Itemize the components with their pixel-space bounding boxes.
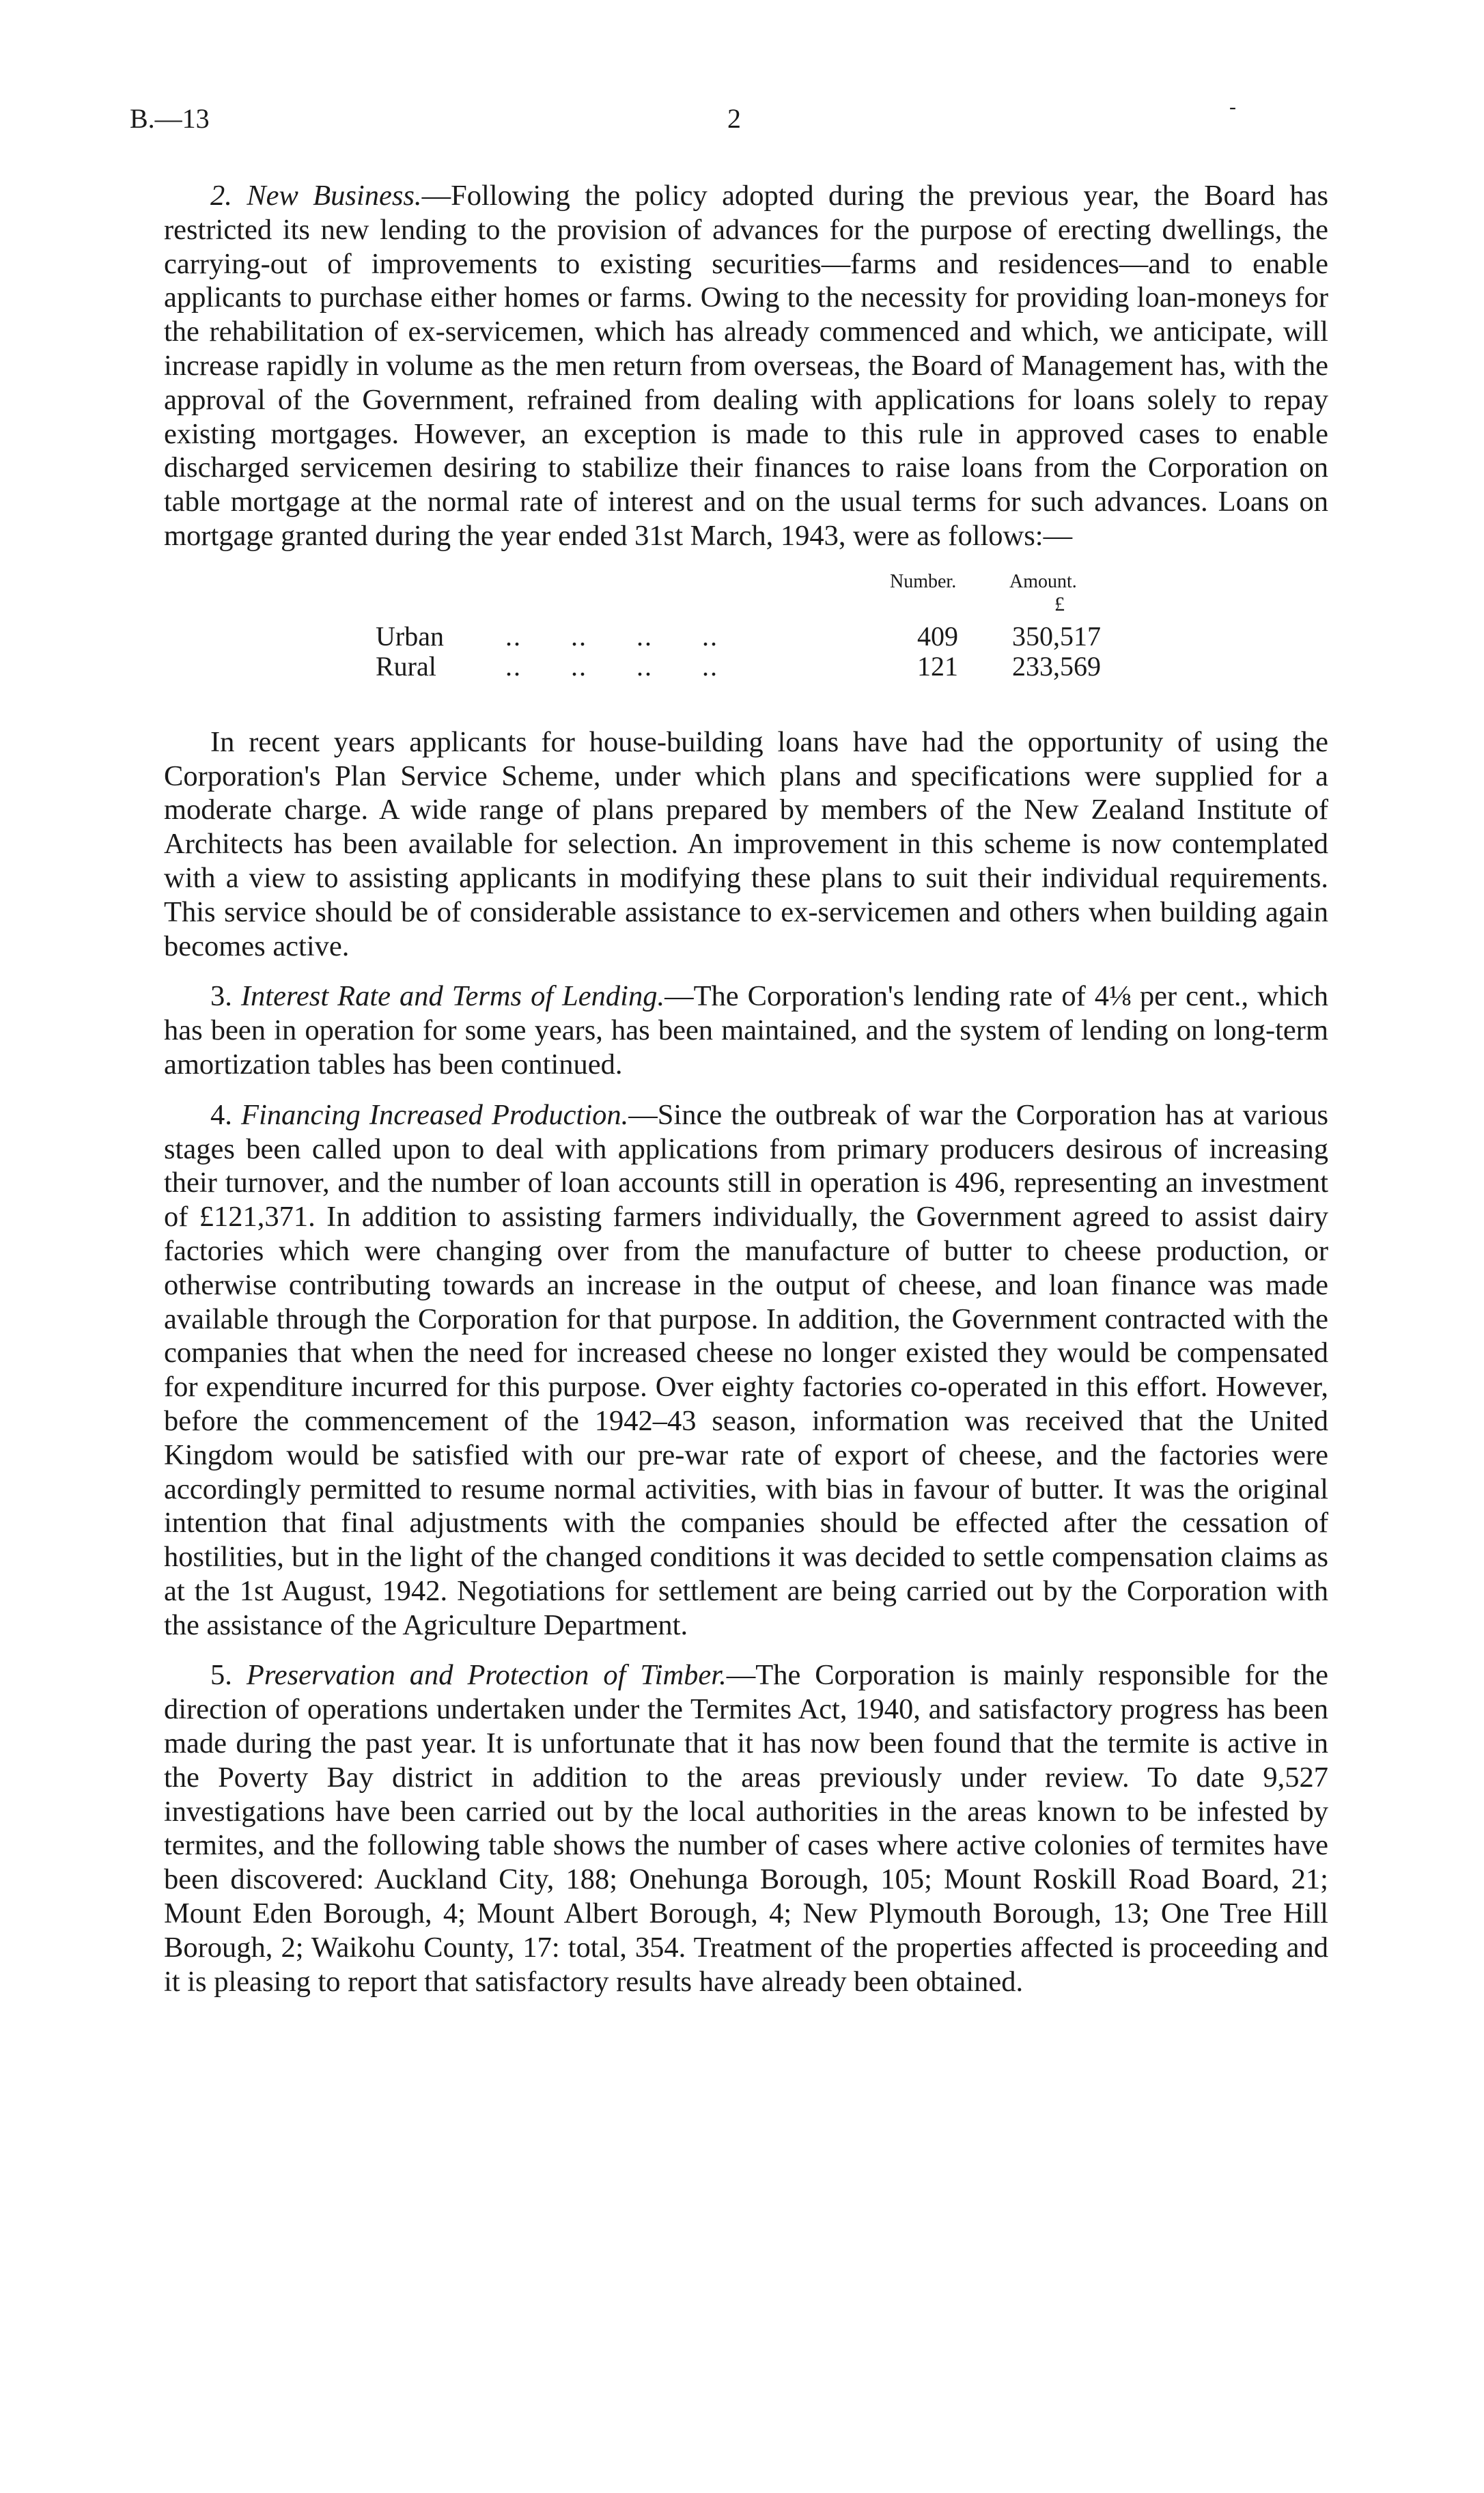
column-header-number: Number. (890, 570, 957, 592)
column-header-amount: Amount. (1009, 570, 1077, 592)
leader-dots: .. .. .. .. (505, 650, 718, 682)
section-plan-service (164, 725, 1328, 964)
page-number: 2 (727, 103, 741, 134)
section-timber-protection (164, 1658, 1328, 1998)
row-label: Rural (376, 650, 436, 682)
row-amount: 350,517 (1012, 620, 1101, 652)
section-text: In recent years applicants for house-building loans have had the opportunity of using the Corporation's Plan Service Scheme, under which plans and specifications were supplied for a moderate charge. A wide range of plans prepared by members of the New Zealand Institute of Architects has been available for selection. An improvement in this scheme is now contemplated with a view to assisting applicants in modifying these plans to suit their individual requirements. This service should be of considerable assistance to ex-servicemen and others when building again becomes active. (164, 725, 1328, 962)
row-number: 409 (917, 620, 958, 652)
section-number: 4. (210, 1098, 232, 1131)
row-number: 121 (917, 650, 958, 682)
loans-table (164, 566, 1328, 709)
corner-mark: - (1229, 96, 1236, 118)
section-text: —Since the outbreak of war the Corporation has at various stages been called upon to deal with applications from primary producers desirous of increasing their turnover, and the number of loan accounts still in operation is 496, representing an investment of £121,371. In addition to assisting farmers individually, the Government agreed to assist dairy factories which were changing over from the manufacture of butter to cheese production, or otherwise contributing towards an increase in the output of cheese, and loan finance was made available through the Corporation for that purpose. In addition, the Government contracted with the companies that when the need for increased cheese no longer existed they would be compensated for expenditure incurred for this purpose. Over eighty factories co-operated in this effort. However, before the commencement of the 1942–43 season, information was received that the United Kingdom would be satisfied with our pre-war rate of export of cheese, and the factories were accordingly permitted to resume normal activities, with bias in favour of butter. It was the original intention that final adjustments with the companies should be effected after the cessation of hostilities, but in the light of the changed conditions it was decided to settle compensation claims as at the 1st August, 1942. Negotiations for settlement are being carried out by the Corporation with the assistance of the Agriculture Department. (164, 1098, 1329, 1641)
section-interest-rate (164, 979, 1328, 1081)
page-header (130, 96, 1359, 143)
table-row (376, 620, 1263, 653)
section-new-business (164, 179, 1328, 553)
row-amount: 233,569 (1012, 650, 1101, 682)
section-text: —The Corporation's lending rate of 4⅛ per cent., which has been in operation for some years, has been maintained, and the system of lending on long-term amortization tables has been continued. (164, 980, 1329, 1081)
leader-dots: .. .. .. .. (505, 620, 718, 652)
amount-unit: £ (1054, 592, 1065, 615)
section-title: Financing Increased Production. (241, 1098, 629, 1131)
section-financing-production (164, 1098, 1328, 1643)
table-row (376, 650, 1263, 683)
section-text: —Following the policy adopted during the previous year, the Board has restricted its new lending to the provision of advances for the purpose of erecting dwellings, the carrying-out of improvements to existing securities—farms and residences—and to enable applicants to purchase either homes or farms. Owing to the necessity for providing loan-moneys for the rehabilitation of ex-servicemen, which has already commenced and which, we anticipate, will increase rapidly in volume as the men return from overseas, the Board of Management has, with the approval of the Government, refrained from dealing with applications for loans solely to repay existing mortgages. However, an exception is made to this rule in approved cases to enable discharged servicemen desiring to stabilize their finances to raise loans from the Corporation on table mortgage at the normal rate of interest and on the usual terms for such advances. Loans on mortgage granted during the year ended 31st March, 1943, were as follows:— (164, 180, 1328, 552)
section-number: 3. (210, 980, 232, 1013)
section-title: 2. New Business. (210, 180, 422, 212)
section-title: Interest Rate and Terms of Lending. (240, 980, 665, 1013)
row-label: Urban (376, 620, 444, 652)
document-body (164, 179, 1328, 1998)
section-number: 5. (210, 1659, 232, 1692)
section-title: Preservation and Protection of Timber. (246, 1659, 727, 1692)
section-text: —The Corporation is mainly responsible for the direction of operations undertaken under the Termites Act, 1940, and satisfactory progress has been made during the past year. It is unfortunate that it has now been found that the termite is active in the Poverty Bay district in addition to the areas previously under review. To date 9,527 investigations have been carried out by the local authorities in the areas known to be infested by termites, and the following table shows the number of cases where active colonies of termites have been discovered: Auckland City, 188; Onehunga Borough, 105; Mount Roskill Road Board, 21; Mount Eden Borough, 4; Mount Albert Borough, 4; New Plymouth Borough, 13; One Tree Hill Borough, 2; Waikohu County, 17: total, 354. Treatment of the properties affected is proceeding and it is pleasing to report that satisfactory results have already been obtained. (164, 1659, 1328, 1998)
document-reference: B.—13 (130, 103, 210, 134)
